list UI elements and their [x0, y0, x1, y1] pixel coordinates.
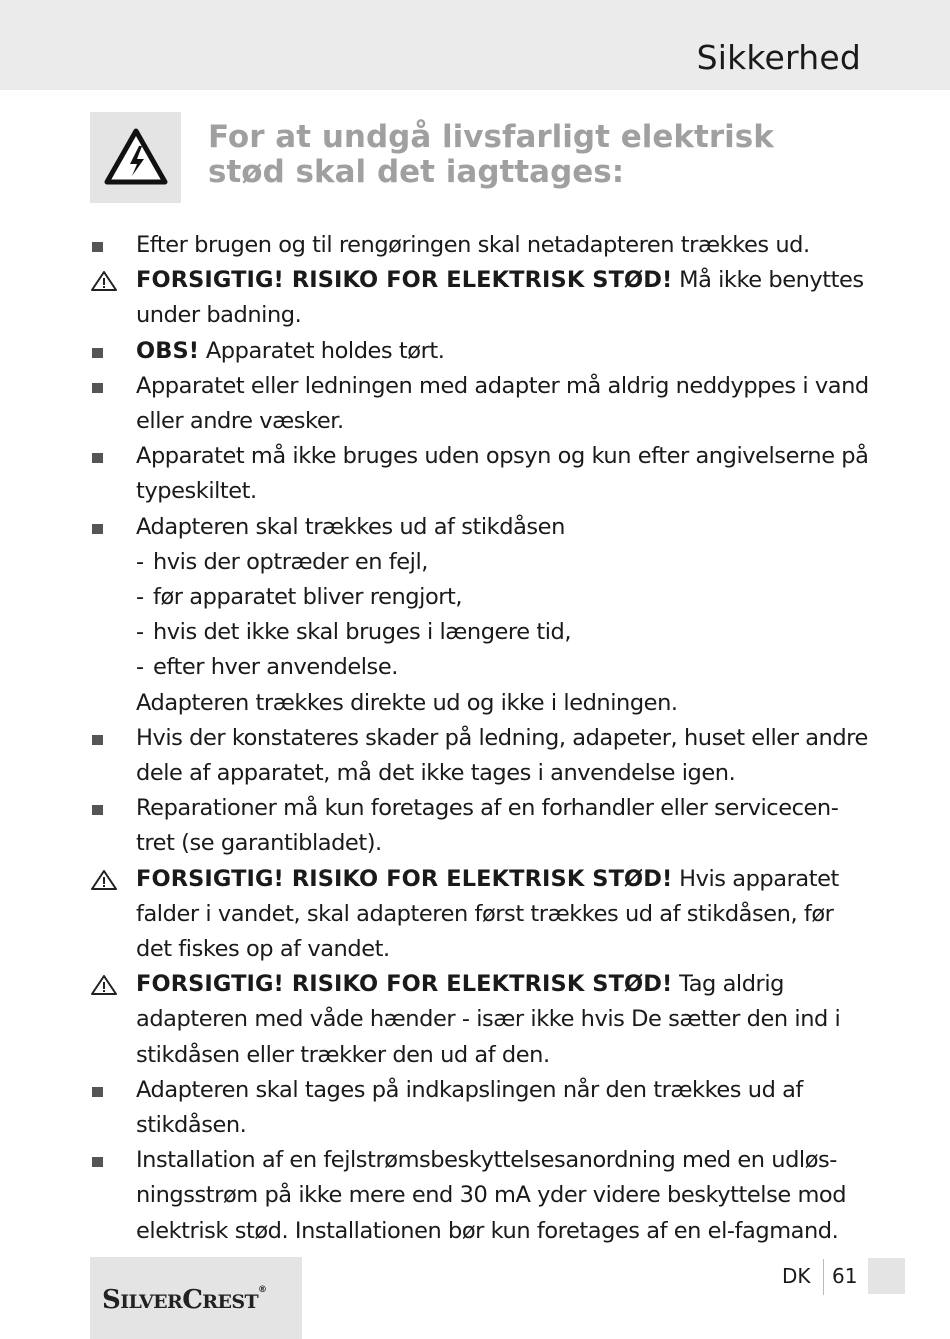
page-number: 61: [832, 1264, 858, 1288]
brand-silver: SILVER: [102, 1285, 183, 1315]
item-body: [136, 228, 870, 263]
warning-heading-line2: stød skal det iagttages:: [208, 154, 625, 190]
item-body: [136, 791, 870, 861]
warning-heading-line1: For at undgå livsfarligt elektrisk: [208, 119, 774, 155]
item-body: [136, 439, 870, 509]
warning-item: [90, 862, 870, 968]
dash-marker: -: [136, 654, 144, 681]
item-text: [136, 228, 870, 263]
item-text: [136, 334, 870, 369]
sub-list-item: [136, 650, 870, 685]
square-bullet-icon: [90, 369, 136, 404]
item-body: [136, 1143, 870, 1249]
list-item: [90, 334, 870, 369]
item-description: Hvis der konstateres skader på ledning, adapeter, huset eller andre dele af apparatet, må det ikke tages i anvendelse igen.: [136, 724, 868, 787]
square-bullet-icon: [90, 791, 136, 826]
dash-marker: -: [136, 619, 144, 646]
safety-list: [90, 228, 870, 1249]
item-text: [136, 791, 870, 861]
sub-item-text: hvis der optræder en fejl,: [153, 548, 428, 575]
dash-marker: -: [136, 584, 144, 611]
square-bullet-icon: [90, 1143, 136, 1178]
item-description: Installation af en fejlstrømsbeskyttelsesanordning med en udløs-ningsstrøm på ikke mere end 30 mA yder videre beskyttelse mod elektrisk stød. Installationen bør kun foretages af en el-fagmand.: [136, 1147, 847, 1244]
footer-marker-box: [868, 1258, 905, 1294]
section-title: Sikkerhed: [696, 38, 861, 77]
square-bullet-icon: [90, 721, 136, 756]
item-text: [136, 967, 870, 1073]
item-text: [136, 369, 870, 439]
item-body: [136, 510, 870, 721]
item-body: [136, 1073, 870, 1143]
square-bullet-icon: [90, 334, 136, 369]
item-description: Apparatet må ikke bruges uden opsyn og kun efter angivelserne på typeskiltet.: [136, 443, 869, 505]
caution-label: FORSIGTIG! RISIKO FOR ELEKTRISK STØD!: [136, 267, 673, 294]
item-description: Hvis apparatet falder i vandet, skal adapteren først trækkes ud af stikdåsen, før det fiskes op af vandet.: [136, 865, 839, 963]
caution-label: FORSIGTIG! RISIKO FOR ELEKTRISK STØD!: [136, 971, 673, 998]
item-description: Reparationer må kun foretages af en forhandler eller servicecen-tret (se garantibladet).: [136, 795, 839, 857]
item-text: [136, 439, 870, 509]
item-body: [136, 721, 870, 791]
item-description: Apparatet holdes tørt.: [199, 337, 445, 364]
item-description: Efter brugen og til rengøringen skal netadapteren trækkes ud.: [136, 232, 810, 258]
sub-list-item: [136, 580, 870, 615]
dash-marker: -: [136, 548, 144, 575]
item-body: [136, 334, 870, 369]
sub-list-item: [136, 545, 870, 580]
item-body: [136, 369, 870, 439]
square-bullet-icon: [90, 439, 136, 474]
list-item: [90, 510, 870, 721]
list-item: [90, 369, 870, 439]
item-text: [136, 862, 870, 968]
sub-item-text: før apparatet bliver rengjort,: [153, 584, 463, 611]
list-item: [90, 1073, 870, 1143]
item-description: Adapteren skal tages på indkapslingen når den trækkes ud af stikdåsen.: [136, 1076, 803, 1139]
brand-crest: CREST: [182, 1285, 259, 1315]
note-label: OBS!: [136, 337, 200, 364]
warning-triangle-icon: [90, 967, 136, 1002]
list-item: [90, 1143, 870, 1249]
sub-list-item: [136, 615, 870, 650]
square-bullet-icon: [90, 1073, 136, 1108]
warning-triangle-icon: [90, 862, 136, 897]
item-followup-text: Adapteren trækkes direkte ud og ikke i ledningen.: [136, 689, 678, 716]
caution-label: FORSIGTIG! RISIKO FOR ELEKTRISK STØD!: [136, 865, 673, 892]
item-body: [136, 263, 870, 333]
list-item: [90, 791, 870, 861]
square-bullet-icon: [90, 228, 136, 263]
item-text: [136, 1143, 870, 1249]
item-description: Apparatet eller ledningen med adapter må aldrig neddyppes i vand eller andre væsker.: [136, 372, 869, 435]
language-code: DK: [782, 1264, 811, 1288]
electric-hazard-icon: [90, 112, 181, 203]
warning-item: [90, 263, 870, 333]
sub-item-text: efter hver anvendelse.: [153, 654, 398, 681]
item-description: Må ikke benyttes under badning.: [136, 267, 864, 329]
item-description: Tag aldrig adapteren med våde hænder - især ikke hvis De sætter den ind i stikdåsen eller trækker den ud af den.: [136, 971, 841, 1068]
item-body: [136, 862, 870, 968]
square-bullet-icon: [90, 510, 136, 545]
list-item: [90, 721, 870, 791]
warning-triangle-icon: [90, 263, 136, 298]
footer-divider: [823, 1259, 824, 1295]
item-description: Adapteren skal trækkes ud af stikdåsen: [136, 513, 565, 540]
brand-logo: SILVERCREST®: [90, 1257, 302, 1339]
item-text: [136, 721, 870, 791]
sub-item-text: hvis det ikke skal bruges i længere tid,: [153, 619, 572, 646]
list-item: [90, 439, 870, 509]
warning-heading: [208, 120, 828, 190]
item-text: [136, 510, 870, 545]
item-text: [136, 263, 870, 333]
warning-item: [90, 967, 870, 1073]
item-body: [136, 967, 870, 1073]
list-item: [90, 228, 870, 263]
item-text: [136, 1073, 870, 1143]
